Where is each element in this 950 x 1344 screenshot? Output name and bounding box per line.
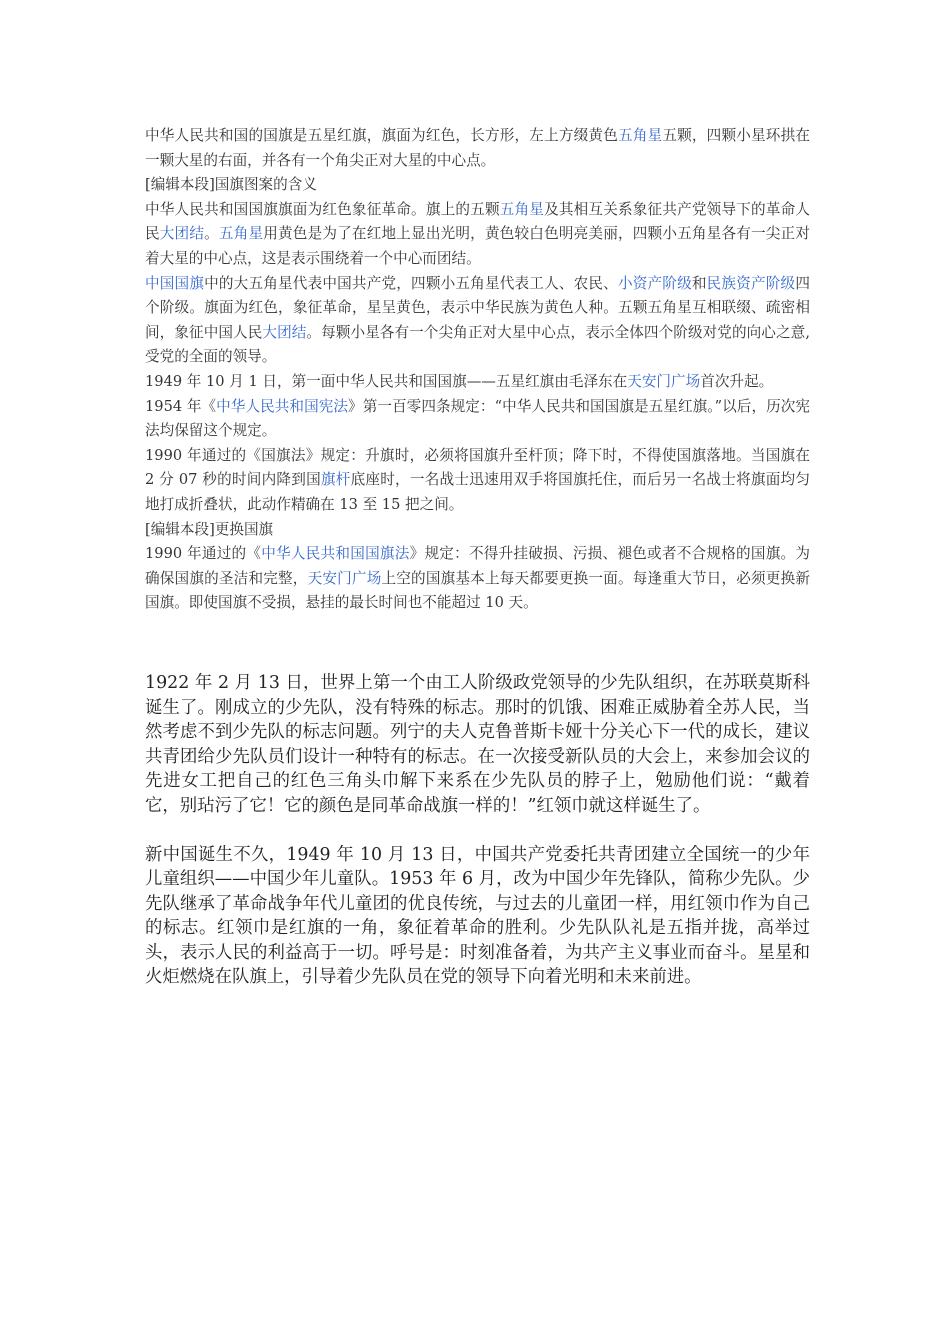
paragraph-first-raising: 1949 年 10 月 1 日，第一面中华人民共和国国旗——五星红旗由毛泽东在天安门广场首次升起。 — [145, 372, 774, 390]
link-national-bourgeoisie[interactable]: 民族资产阶级 — [706, 274, 796, 292]
link-great-unity[interactable]: 大团结 — [159, 225, 205, 243]
flag-article — [145, 124, 810, 616]
link-five-pointed-star[interactable]: 五角星 — [218, 225, 264, 243]
link-national-flag-law[interactable]: 中华人民共和国国旗法 — [261, 545, 410, 563]
paragraph-young-pioneers-china: 新中国诞生不久，1949 年 10 月 13 日，中国共产党委托共青团建立全国统一的少年儿童组织——中国少年儿童队。1953 年 6 月，改为中国少年先锋队，简称少先队。少先队继承了革命战争年代儿童团的优良传统，与过去的儿童团一样，用红领巾作为自己的标志。红领巾是红旗的一角，象征着革命的胜利。少先队队礼是五指并拢，高举过头，表示人民的利益高于一切。呼号是：时刻准备着，为共产主义事业而奋斗。星星和火炬燃烧在队旗上，引导着少先队员在党的领导下向着光明和未来前进。 — [145, 844, 810, 987]
link-flagpole[interactable]: 旗杆 — [320, 471, 351, 489]
link-petty-bourgeoisie[interactable]: 小资产阶级 — [617, 274, 692, 292]
red-scarf-article — [145, 671, 810, 990]
paragraph-flag-meaning: 中华人民共和国国旗旗面为红色象征革命。旗上的五颗五角星及其相互关系象征共产党领导下的革命人民大团结。五角星用黄色是为了在红地上显出光明，黄色较白色明亮美丽，四颗小五角星各有一尖正对着大星的中心点，这是表示围绕着一个中心而团结。 — [145, 200, 810, 267]
paragraph-flag-description: 中华人民共和国的国旗是五星红旗，旗面为红色，长方形，左上方缀黄色五角星五颗，四颗小星环拱在一颗大星的右面，并各有一个角尖正对大星的中心点。 — [145, 127, 810, 169]
paragraph-constitution: 1954 年《中华人民共和国宪法》第一百零四条规定：“中华人民共和国国旗是五星红旗。”以后，历次宪法均保留这个规定。 — [145, 397, 810, 440]
link-five-pointed-star[interactable]: 五角星 — [618, 127, 663, 144]
link-five-pointed-star[interactable]: 五角星 — [499, 200, 545, 218]
link-chinese-flag[interactable]: 中国国旗 — [145, 274, 205, 292]
paragraph-flag-replacement: 1990 年通过的《中华人民共和国国旗法》规定：不得升挂破损、污损、褪色或者不合规格的国旗。为确保国旗的圣洁和完整，天安门广场上空的国旗基本上每天都要更换一面。每逢重大节日，必须更换新国旗。即使国旗不受损，悬挂的最长时间也不能超过 10 天。 — [145, 545, 810, 612]
section-heading-replacement: [编辑本段]更换国旗 — [145, 520, 274, 538]
link-tiananmen-square[interactable]: 天安门广场 — [307, 569, 382, 587]
link-great-unity[interactable]: 大团结 — [262, 323, 307, 341]
section-heading-meaning: [编辑本段]国旗图案的含义 — [145, 176, 317, 194]
paragraph-red-scarf-origin: 1922 年 2 月 13 日，世界上第一个由工人阶级政党领导的少先队组织，在苏联莫斯科诞生了。刚成立的少先队，没有特殊的标志。那时的饥饿、困难正威胁着全苏人民，当然考虑不到少先队的标志问题。列宁的夫人克鲁普斯卡娅十分关心下一代的成长，建议共青团给少先队员们设计一种特有的标志。在一次接受新队员的大会上，来参加会议的先进女工把自己的红色三角头巾解下来系在少先队员的脖子上，勉励他们说：“戴着它，别玷污了它！它的颜色是同革命战旗一样的！”红领巾就这样诞生了。 — [145, 673, 810, 816]
paragraph-star-symbolism: 中国国旗中的大五角星代表中国共产党，四颗小五角星代表工人、农民、小资产阶级和民族资产阶级四个阶级。旗面为红色，象征革命，星呈黄色，表示中华民族为黄色人种。五颗五角星互相联缀、疏密相间，象征中国人民大团结。每颗小星各有一个尖角正对大星中心点，表示全体四个阶级对党的向心之意,受党的全面的领导。 — [145, 274, 810, 366]
link-tiananmen-square[interactable]: 天安门广场 — [627, 372, 701, 390]
paragraph-flag-law: 1990 年通过的《国旗法》规定：升旗时，必须将国旗升至杆顶；降下时，不得使国旗落地。当国旗在 2 分 07 秒的时间内降到国旗杆底座时，一名战士迅速用双手将国旗托住，而后另一名战士将旗面均匀地打成折叠状，此动作精确在 13 至 15 把之间。 — [145, 446, 810, 513]
link-constitution[interactable]: 中华人民共和国宪法 — [216, 397, 349, 415]
